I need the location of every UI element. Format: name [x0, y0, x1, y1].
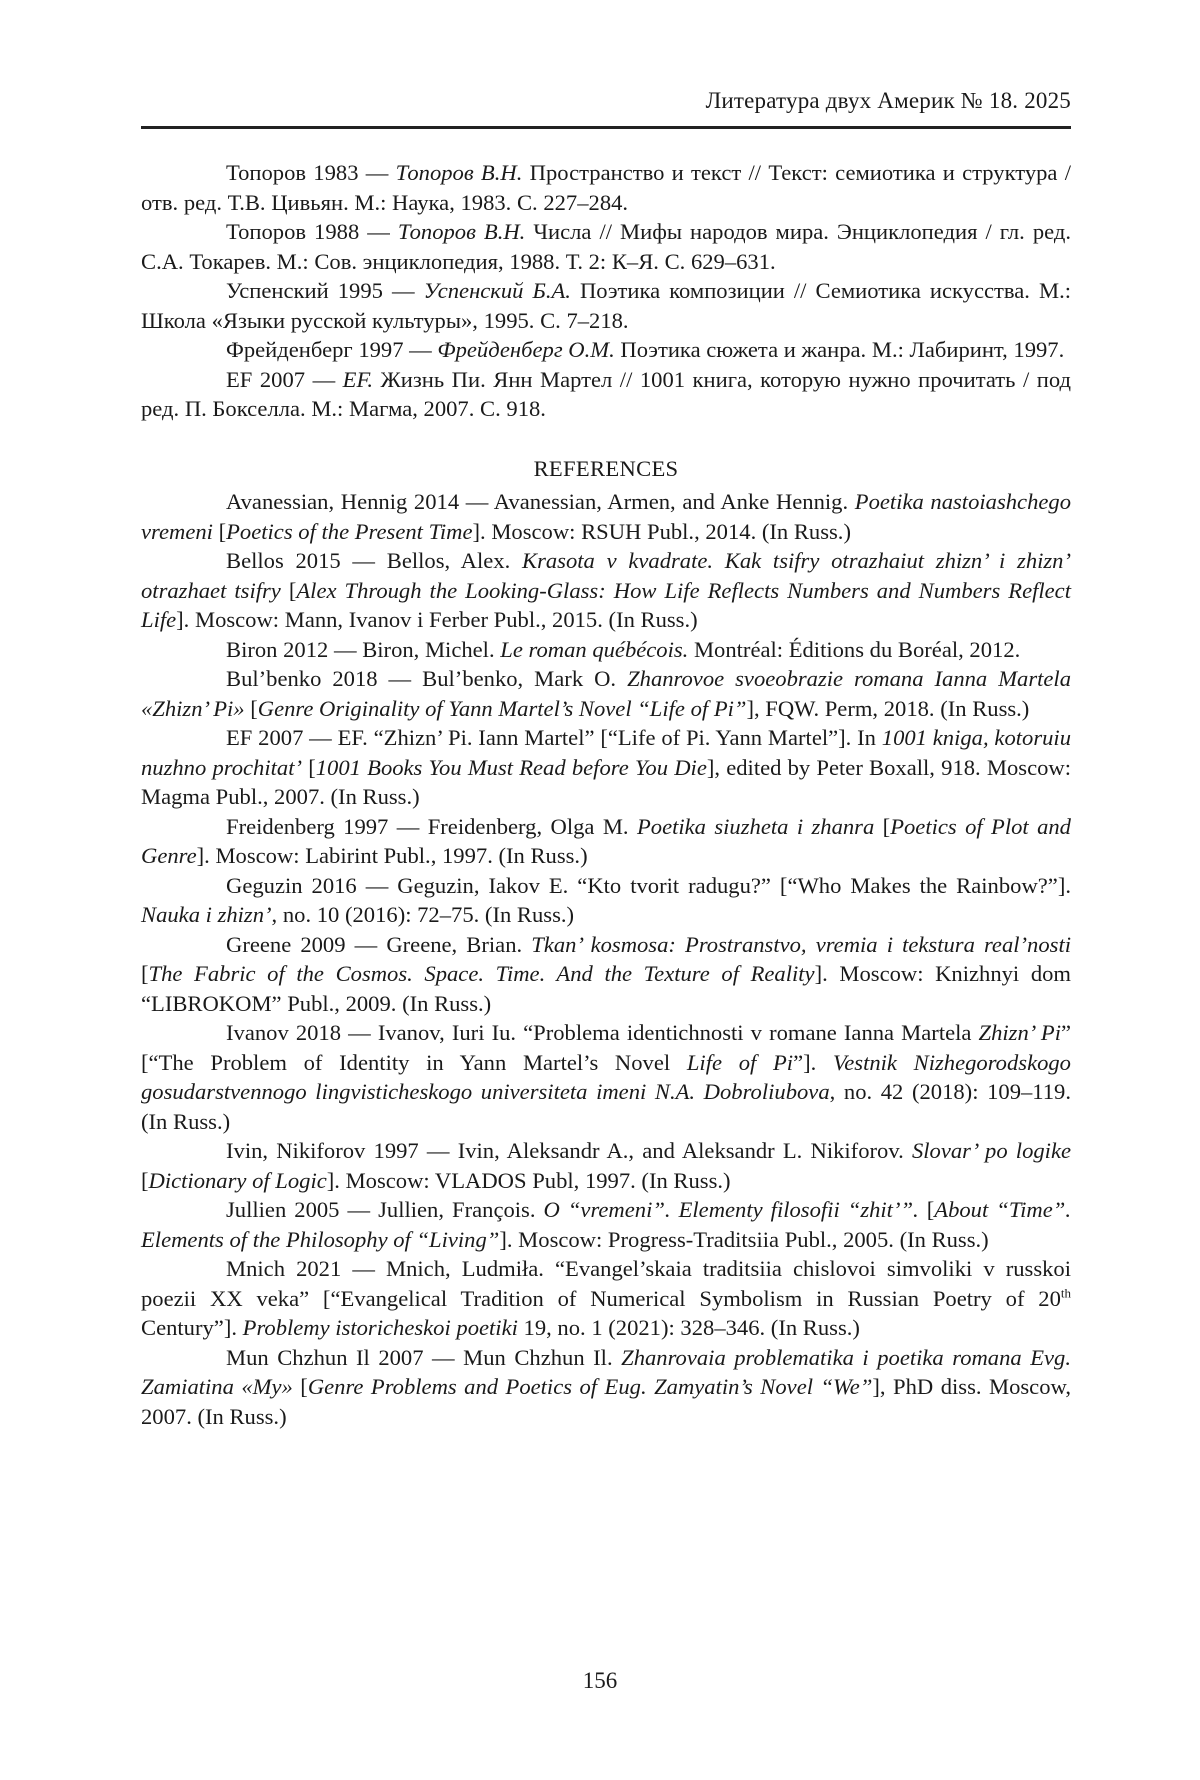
entry-key: Mnich 2021 —	[226, 1256, 387, 1281]
bibliography-entry	[141, 365, 1071, 424]
bibliography-entry	[141, 812, 1071, 871]
entry-text: [	[874, 813, 891, 839]
entry-text: ], edited by Peter Boxall, 918. Moscow: Magma Publ., 2007. (In Russ.)	[141, 754, 1071, 809]
bibliography-entry	[141, 1136, 1071, 1195]
entry-title-text: 1001 kniga, kotoruiu nuzhno prochitat’	[141, 725, 1071, 780]
entry-text: Century”].	[141, 1315, 243, 1340]
bibliography-entry	[141, 635, 1071, 665]
entry-text: Числа // Мифы народов мира. Энциклопедия / гл. ред. С.А. Токарев. М.: Сов. энциклопедия, 1988. Т. 2: К–Я. С. 629–631.	[141, 219, 1071, 274]
entry-text: Поэтика сюжета и жанра. М.: Лабиринт, 1997.	[614, 337, 1065, 362]
entry-text: [	[141, 961, 149, 986]
entry-title-text: Poetika nastoiashchego vremeni	[141, 489, 1071, 544]
entry-text: Mun Chzhun Il.	[463, 1344, 622, 1370]
bibliography-content	[141, 158, 1071, 1431]
journal-running-title: Литература двух Америк № 18. 2025	[705, 88, 1071, 113]
entry-text: ]. Moscow: Labirint Publ., 1997. (In Russ.)	[196, 843, 588, 868]
entry-title-text: Poetika siuzheta i zhanra	[636, 813, 875, 839]
entry-title-text: Slovar’ po logike	[911, 1138, 1072, 1163]
entry-title-text: Problemy istoricheskoi poetiki	[242, 1315, 518, 1340]
entry-text: ], FQW. Perm, 2018. (In Russ.)	[746, 695, 1030, 721]
entry-text: Bellos, Alex.	[386, 548, 522, 573]
entry-text: Avanessian, Armen, and Anke Hennig.	[493, 489, 855, 514]
entry-key: Ivin, Nikiforov 1997 —	[226, 1138, 458, 1163]
entry-text: [	[280, 577, 297, 603]
entry-title-text: Le roman québécois.	[500, 636, 689, 662]
entry-text: [	[302, 754, 316, 780]
entry-title-text: Топоров В.Н.	[397, 219, 526, 244]
entry-text: Freidenberg, Olga M.	[427, 813, 637, 839]
entry-key: Фрейденберг 1997 —	[226, 337, 438, 362]
entry-text: ”].	[793, 1049, 833, 1075]
entry-title-text: Genre Problems and Poetics of Eug. Zamyatin’s Novel “We”	[307, 1374, 873, 1399]
references-heading: REFERENCES	[533, 455, 679, 481]
entry-key: Jullien 2005 —	[226, 1197, 379, 1222]
bibliography-entry	[141, 1343, 1071, 1432]
russian-bibliography	[141, 158, 1071, 424]
bibliography-entry	[141, 723, 1071, 812]
entry-key: Geguzin 2016 —	[226, 872, 398, 898]
entry-text: Jullien, François.	[378, 1197, 544, 1222]
entry-title-text: Фрейденберг О.М.	[437, 337, 615, 362]
entry-text: Geguzin, Iakov E. “Kto tvorit radugu?” [“Who Makes the Rainbow?”].	[397, 872, 1071, 898]
entry-title-text: Genre Originality of Yann Martel’s Novel “Life of Pi”	[257, 695, 747, 721]
entry-title-text: Life of Pi	[686, 1049, 794, 1075]
entry-key: Bul’benko 2018 —	[226, 666, 423, 691]
entry-text: Поэтика композиции // Семиотика искусства. М.: Школа «Языки русской культуры», 1995. С. 7–218.	[141, 278, 1072, 333]
bibliography-entry	[141, 158, 1071, 217]
entry-text: ” [“The Problem of Identity in Yann Martel’s Novel	[141, 1020, 1072, 1075]
bibliography-entry	[141, 1254, 1071, 1343]
entry-title-text: 1001 Books You Must Read before You Die	[315, 754, 707, 780]
entry-text: , no. 10 (2016): 72–75. (In Russ.)	[271, 902, 575, 927]
entry-text: 19, no. 1 (2021): 328–346. (In Russ.)	[517, 1315, 860, 1340]
entry-title-text: Dictionary of Logic	[148, 1167, 327, 1193]
entry-title-text: About “Time”. Elements of the Philosophy of “Living”	[141, 1197, 1071, 1252]
entry-key: Greene 2009 —	[226, 931, 387, 957]
entry-text: Biron, Michel.	[362, 636, 501, 662]
entry-title-text: Alex Through the Looking-Glass: How Life Reflects Numbers and Numbers Reflect Life	[141, 577, 1071, 632]
entry-text: ]. Moscow: VLADOS Publ, 1997. (In Russ.)	[326, 1167, 731, 1193]
entry-text: Ivanov, Iuri Iu. “Problema identichnosti v romane Ianna Martela	[377, 1020, 979, 1045]
entry-title-text: Успенский Б.А.	[423, 278, 571, 303]
entry-text: ]. Moscow: RSUH Publ., 2014. (In Russ.)	[472, 518, 851, 544]
entry-title-text: Zhanrovoe svoeobrazie romana Ianna Martela «Zhizn’ Pi»	[141, 666, 1071, 721]
entry-title-text: The Fabric of the Cosmos. Space. Time. And the Texture of Reality	[148, 961, 815, 986]
entry-key: Ivanov 2018 —	[226, 1020, 378, 1045]
entry-key: EF 2007 —	[226, 725, 338, 750]
page-number: 156	[582, 1668, 618, 1693]
entry-key: Freidenberg 1997 —	[226, 813, 428, 839]
bibliography-entry	[141, 930, 1071, 1019]
entry-title-text: EF.	[342, 366, 374, 392]
entry-key: Mun Chzhun Il 2007 —	[226, 1344, 464, 1370]
bibliography-entry	[141, 335, 1071, 365]
references-list	[141, 487, 1071, 1431]
entry-title-text: Poetics of Plot and Genre	[141, 813, 1071, 868]
entry-key: Biron 2012 —	[226, 636, 363, 662]
entry-text: [	[918, 1197, 935, 1222]
entry-key: EF 2007 —	[226, 366, 343, 392]
entry-text: ]. Moscow: Knizhnyi dom “LIBROKOM” Publ., 2009. (In Russ.)	[141, 961, 1071, 1016]
bibliography-entry	[141, 664, 1071, 723]
bibliography-entry	[141, 217, 1071, 276]
entry-text: Пространство и текст // Текст: семиотика и структура / отв. ред. Т.В. Цивьян. М.: Наука, 1983. С. 227–284.	[141, 160, 1072, 215]
entry-title-text: Tkan’ kosmosa: Prostranstvo, vremia i tekstura real’nosti	[531, 931, 1072, 957]
bibliography-entry	[141, 487, 1071, 546]
entry-text: ], PhD diss. Moscow, 2007. (In Russ.)	[141, 1374, 1071, 1429]
entry-text: ]. Moscow: Progress-Traditsiia Publ., 2005. (In Russ.)	[499, 1226, 989, 1252]
entry-key: Успенский 1995 —	[226, 278, 424, 303]
entry-key: Топоров 1988 —	[226, 219, 398, 244]
entry-text: EF. “Zhizn’ Pi. Iann Martel” [“Life of Pi. Yann Martel”]. In	[337, 725, 882, 750]
entry-text: [	[141, 1167, 149, 1193]
entry-title-text: Vestnik Nizhegorodskogo gosudarstvennogo lingvisticheskogo universiteta imeni N.A. Dobroliubova	[141, 1049, 1071, 1104]
entry-title-text: Топоров В.Н.	[395, 160, 523, 185]
entry-text: [	[292, 1374, 308, 1399]
entry-text: [	[244, 695, 258, 721]
bibliography-entry	[141, 546, 1071, 635]
entry-key: Avanessian, Hennig 2014 —	[226, 489, 494, 514]
entry-key: Топоров 1983 —	[226, 160, 396, 185]
entry-text: Montréal: Éditions du Boréal, 2012.	[688, 636, 1021, 662]
entry-text: Ivin, Aleksandr A., and Aleksandr L. Nikiforov.	[457, 1138, 912, 1163]
entry-title-text: Poetics of the Present Time	[226, 518, 473, 544]
bibliography-entry	[141, 1018, 1071, 1136]
entry-text: Mnich, Ludmiła. “Evangel’skaia traditsiia chislovoi simvoliki v russkoi poezii XX veka” [“Evangelical Tradition of Numerical Symbolism in Russian Poetry of 20	[141, 1256, 1072, 1311]
bibliography-entry	[141, 871, 1071, 930]
entry-text: , no. 42 (2018): 109–119. (In Russ.)	[141, 1079, 1071, 1134]
entry-key: Bellos 2015 —	[226, 548, 387, 573]
entry-text: [	[212, 518, 227, 544]
entry-title-text: Zhanrovaia problematika i poetika romana Evg. Zamiatina «My»	[141, 1344, 1071, 1399]
bibliography-entry	[141, 276, 1071, 335]
entry-text: Greene, Brian.	[386, 931, 532, 957]
bibliography-entry	[141, 1195, 1071, 1254]
entry-text: th	[1060, 1284, 1071, 1300]
running-header	[141, 84, 1071, 129]
entry-text: ]. Moscow: Mann, Ivanov i Ferber Publ., 2015. (In Russ.)	[176, 607, 698, 632]
entry-text: Жизнь Пи. Янн Мартел // 1001 книга, которую нужно прочитать / под ред. П. Бокселла. М.: Магма, 2007. С. 918.	[141, 366, 1071, 421]
entry-title-text: Nauka i zhizn’	[141, 902, 272, 927]
entry-text: Bul’benko, Mark O.	[422, 666, 628, 691]
entry-title-text: Krasota v kvadrate. Kak tsifry otrazhaiut zhizn’ i zhizn’ otrazhaet tsifry	[141, 548, 1072, 603]
entry-title-text: O “vremeni”. Elementy filosofii “zhit’”.	[543, 1197, 919, 1222]
entry-title-text: Zhizn’ Pi	[978, 1020, 1061, 1045]
